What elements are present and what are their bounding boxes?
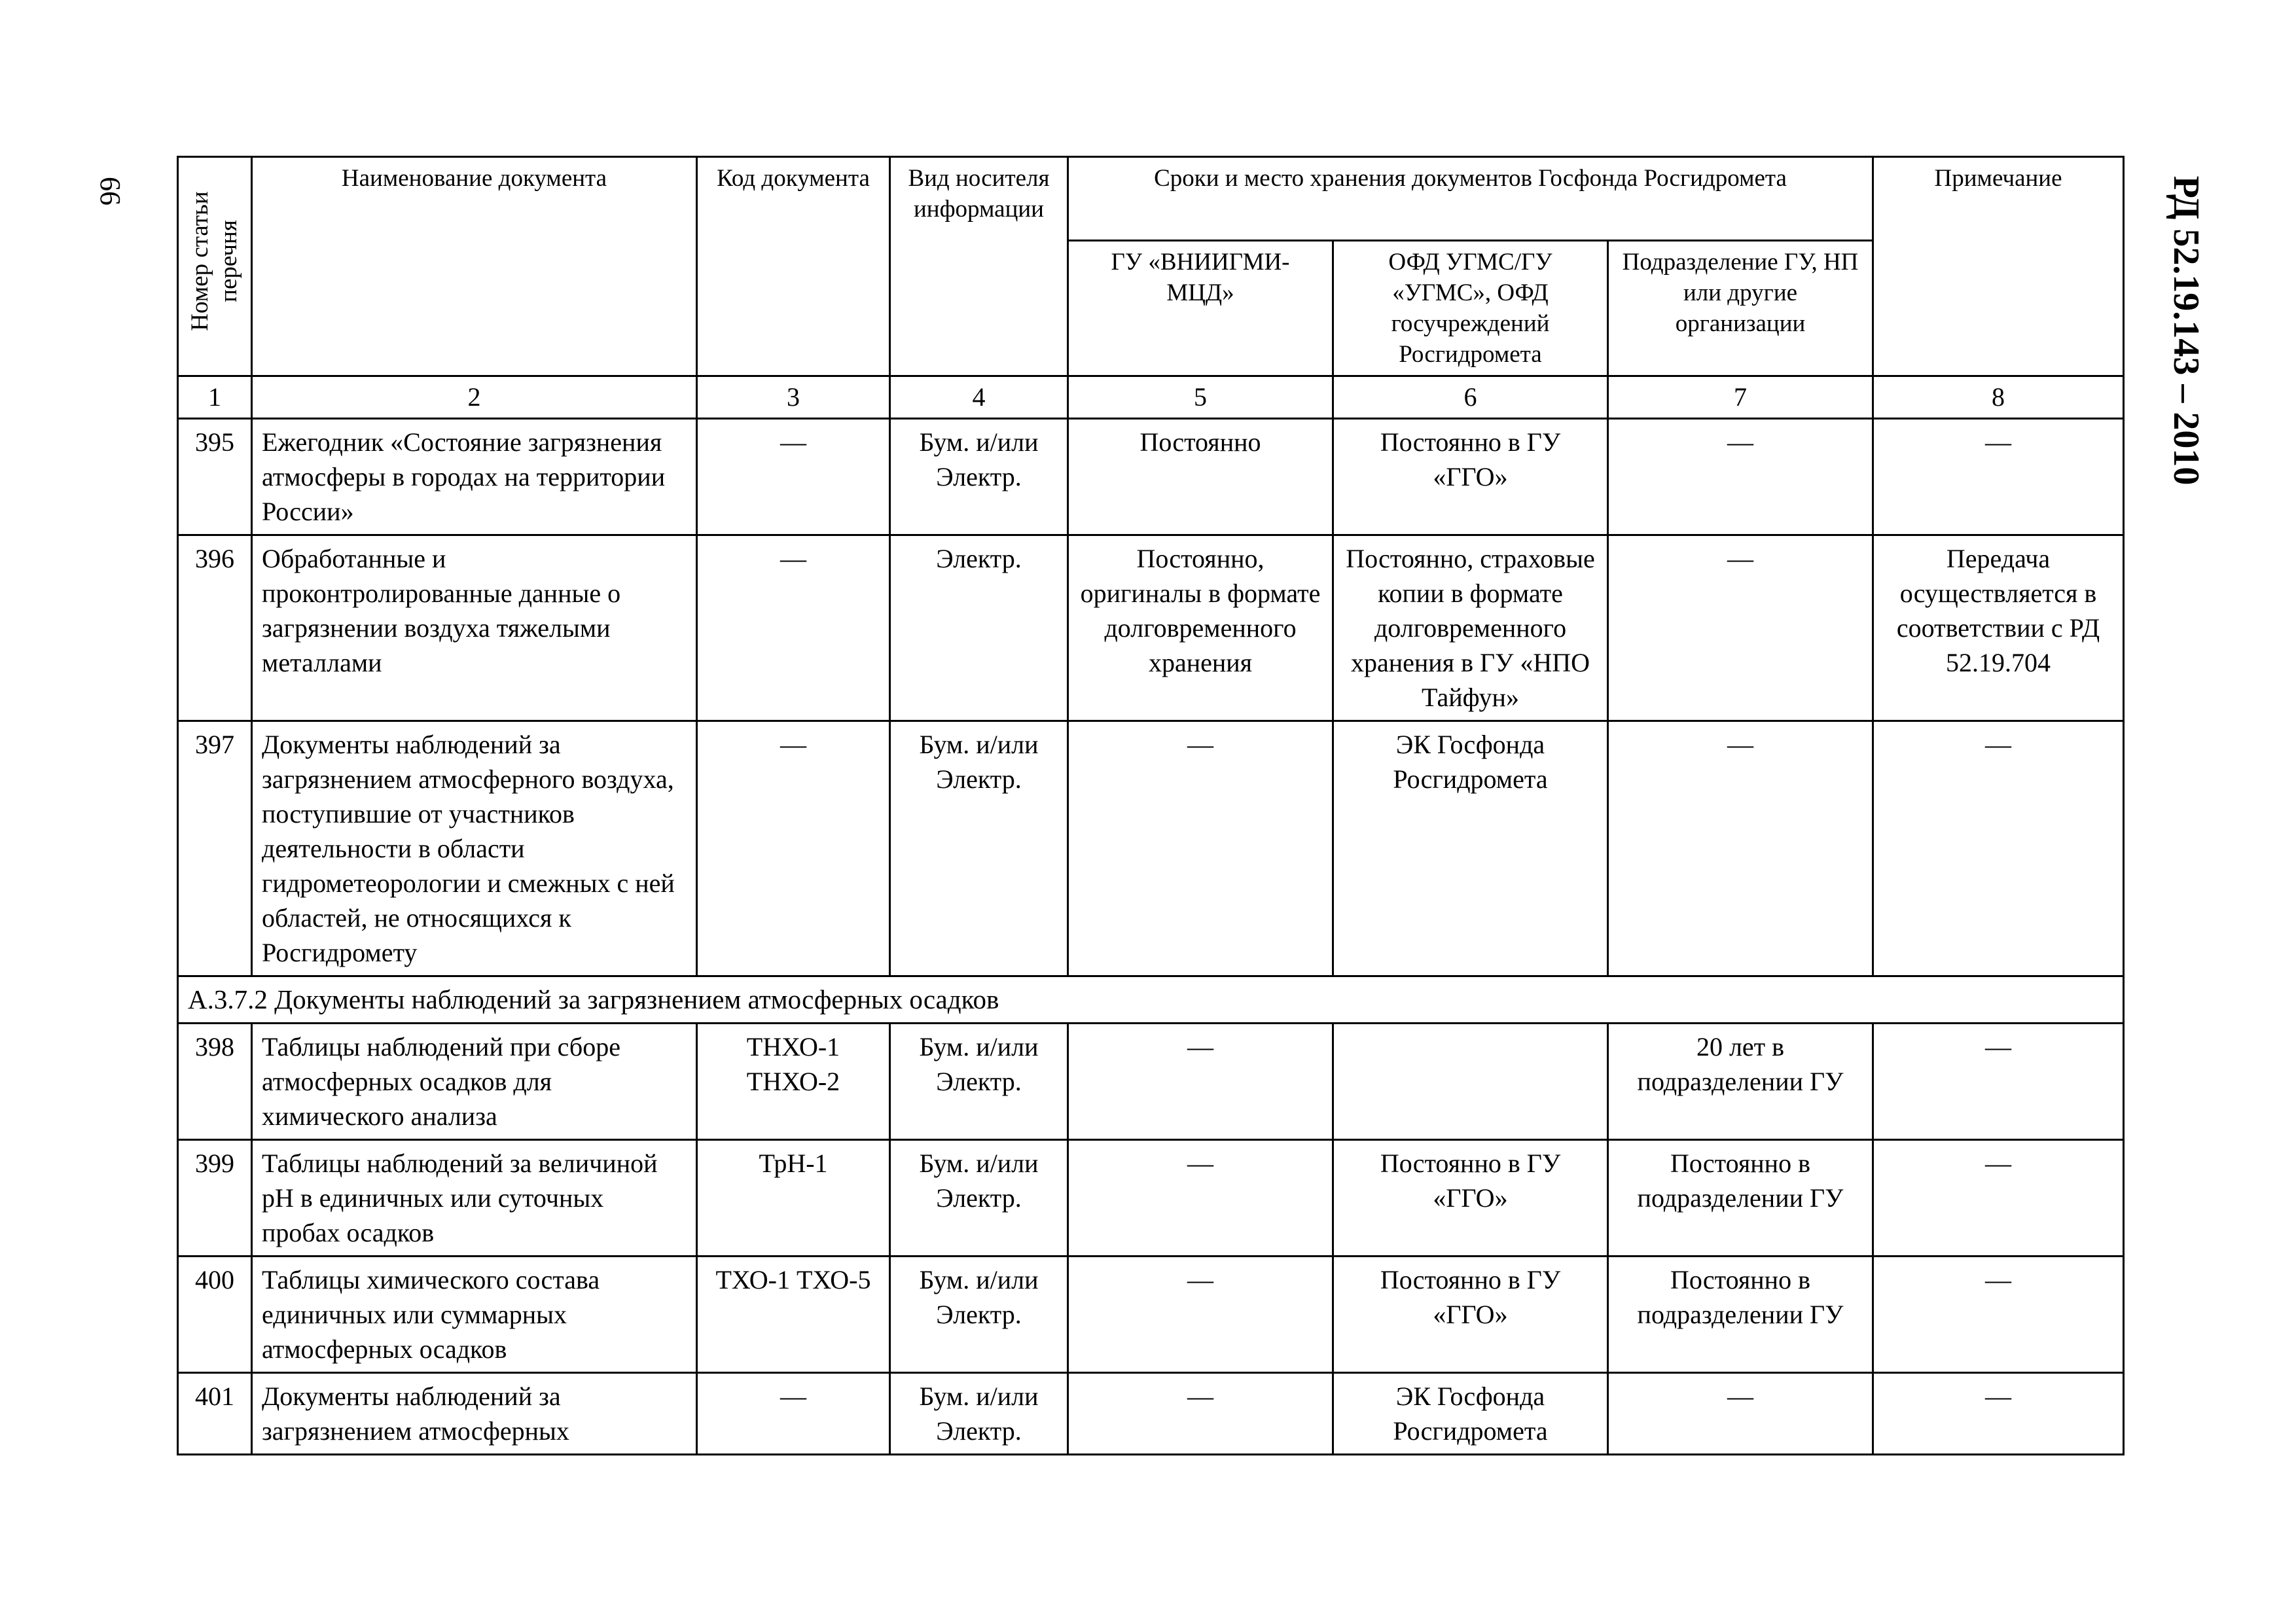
header-carrier: Вид носителя информации — [890, 157, 1068, 376]
cell-note: — — [1873, 1257, 2124, 1373]
section-title: А.3.7.2 Документы наблюдений за загрязнением атмосферных осадков — [178, 976, 2124, 1024]
column-number: 7 — [1608, 376, 1873, 419]
cell-subdivision: 20 лет в подразделении ГУ — [1608, 1024, 1873, 1140]
cell-name: Таблицы наблюдений за величиной pH в единичных или суточных пробах осадков — [252, 1140, 697, 1257]
cell-note: — — [1873, 1140, 2124, 1257]
cell-name: Ежегодник «Состояние загрязнения атмосферы в городах на территории России» — [252, 419, 697, 535]
cell-ofd: Постоянно, страховые копии в формате долговременного хранения в ГУ «НПО Тайфун» — [1333, 535, 1608, 721]
table-row — [178, 419, 2124, 535]
cell-code: ТХО-1 ТХО-5 — [697, 1257, 890, 1373]
section-row — [178, 976, 2124, 1024]
cell-code: — — [697, 535, 890, 721]
cell-carrier: Бум. и/или Электр. — [890, 1373, 1068, 1455]
cell-ofd — [1333, 1024, 1608, 1140]
cell-subdivision: Постоянно в подразделении ГУ — [1608, 1140, 1873, 1257]
cell-vniigmi: Постоянно — [1068, 419, 1333, 535]
cell-code: — — [697, 1373, 890, 1455]
document-code: РД 52.19.143 – 2010 — [2166, 175, 2206, 486]
cell-carrier: Электр. — [890, 535, 1068, 721]
column-number: 5 — [1068, 376, 1333, 419]
cell-num: 397 — [178, 721, 252, 976]
documents-table — [177, 156, 2125, 1455]
cell-carrier: Бум. и/или Электр. — [890, 1140, 1068, 1257]
column-number: 3 — [697, 376, 890, 419]
cell-vniigmi: — — [1068, 1373, 1333, 1455]
page-number: 66 — [94, 177, 126, 205]
cell-ofd: ЭК Госфонда Росгидромета — [1333, 721, 1608, 976]
cell-ofd: ЭК Госфонда Росгидромета — [1333, 1373, 1608, 1455]
cell-carrier: Бум. и/или Электр. — [890, 419, 1068, 535]
header-storage-group: Сроки и место хранения документов Госфонда Росгидромета — [1068, 157, 1873, 241]
cell-num: 399 — [178, 1140, 252, 1257]
cell-num: 398 — [178, 1024, 252, 1140]
header-item-number: Номер статьи перечня — [178, 157, 252, 376]
cell-ofd: Постоянно в ГУ «ГГО» — [1333, 1257, 1608, 1373]
cell-name: Таблицы наблюдений при сборе атмосферных осадков для химического анализа — [252, 1024, 697, 1140]
table-row — [178, 1373, 2124, 1455]
cell-note: — — [1873, 721, 2124, 976]
cell-name: Документы наблюдений за загрязнением атмосферного воздуха, поступившие от участников деятельности в области гидрометеорологии и смежных с ней областей, не относящихся к Росгидромету — [252, 721, 697, 976]
cell-vniigmi: — — [1068, 721, 1333, 976]
column-number: 4 — [890, 376, 1068, 419]
header-ofd: ОФД УГМС/ГУ «УГМС», ОФД госучреждений Росгидромета — [1333, 241, 1608, 376]
table-row — [178, 535, 2124, 721]
cell-note: — — [1873, 1024, 2124, 1140]
cell-subdivision: — — [1608, 419, 1873, 535]
cell-code: — — [697, 721, 890, 976]
cell-vniigmi: Постоянно, оригиналы в формате долговременного хранения — [1068, 535, 1333, 721]
table-row — [178, 1257, 2124, 1373]
cell-num: 400 — [178, 1257, 252, 1373]
header-subdivision: Подразделение ГУ, НП или другие организации — [1608, 241, 1873, 376]
cell-code: ТНХО-1 ТНХО-2 — [697, 1024, 890, 1140]
cell-carrier: Бум. и/или Электр. — [890, 1024, 1068, 1140]
cell-name: Документы наблюдений за загрязнением атмосферных — [252, 1373, 697, 1455]
cell-note: Передача осуществляется в соответствии с РД 52.19.704 — [1873, 535, 2124, 721]
table-row — [178, 1024, 2124, 1140]
cell-note: — — [1873, 419, 2124, 535]
cell-name: Таблицы химического состава единичных или суммарных атмосферных осадков — [252, 1257, 697, 1373]
cell-name: Обработанные и проконтролированные данные о загрязнении воздуха тяжелыми металлами — [252, 535, 697, 721]
column-number: 6 — [1333, 376, 1608, 419]
table-row — [178, 1140, 2124, 1257]
cell-num: 395 — [178, 419, 252, 535]
column-number: 8 — [1873, 376, 2124, 419]
header-doc-name: Наименование документа — [252, 157, 697, 376]
cell-subdivision: — — [1608, 535, 1873, 721]
cell-note: — — [1873, 1373, 2124, 1455]
cell-vniigmi: — — [1068, 1024, 1333, 1140]
cell-code: ТрН-1 — [697, 1140, 890, 1257]
table-row — [178, 721, 2124, 976]
header-vniigmi: ГУ «ВНИИГМИ-МЦД» — [1068, 241, 1333, 376]
column-number: 1 — [178, 376, 252, 419]
cell-subdivision: — — [1608, 721, 1873, 976]
column-number: 2 — [252, 376, 697, 419]
cell-ofd: Постоянно в ГУ «ГГО» — [1333, 1140, 1608, 1257]
column-number-row — [178, 376, 2124, 419]
cell-subdivision: Постоянно в подразделении ГУ — [1608, 1257, 1873, 1373]
cell-carrier: Бум. и/или Электр. — [890, 721, 1068, 976]
cell-vniigmi: — — [1068, 1140, 1333, 1257]
cell-ofd: Постоянно в ГУ «ГГО» — [1333, 419, 1608, 535]
cell-vniigmi: — — [1068, 1257, 1333, 1373]
cell-num: 396 — [178, 535, 252, 721]
header-note: Примечание — [1873, 157, 2124, 376]
cell-carrier: Бум. и/или Электр. — [890, 1257, 1068, 1373]
cell-code: — — [697, 419, 890, 535]
header-doc-code: Код документа — [697, 157, 890, 376]
cell-subdivision: — — [1608, 1373, 1873, 1455]
cell-num: 401 — [178, 1373, 252, 1455]
